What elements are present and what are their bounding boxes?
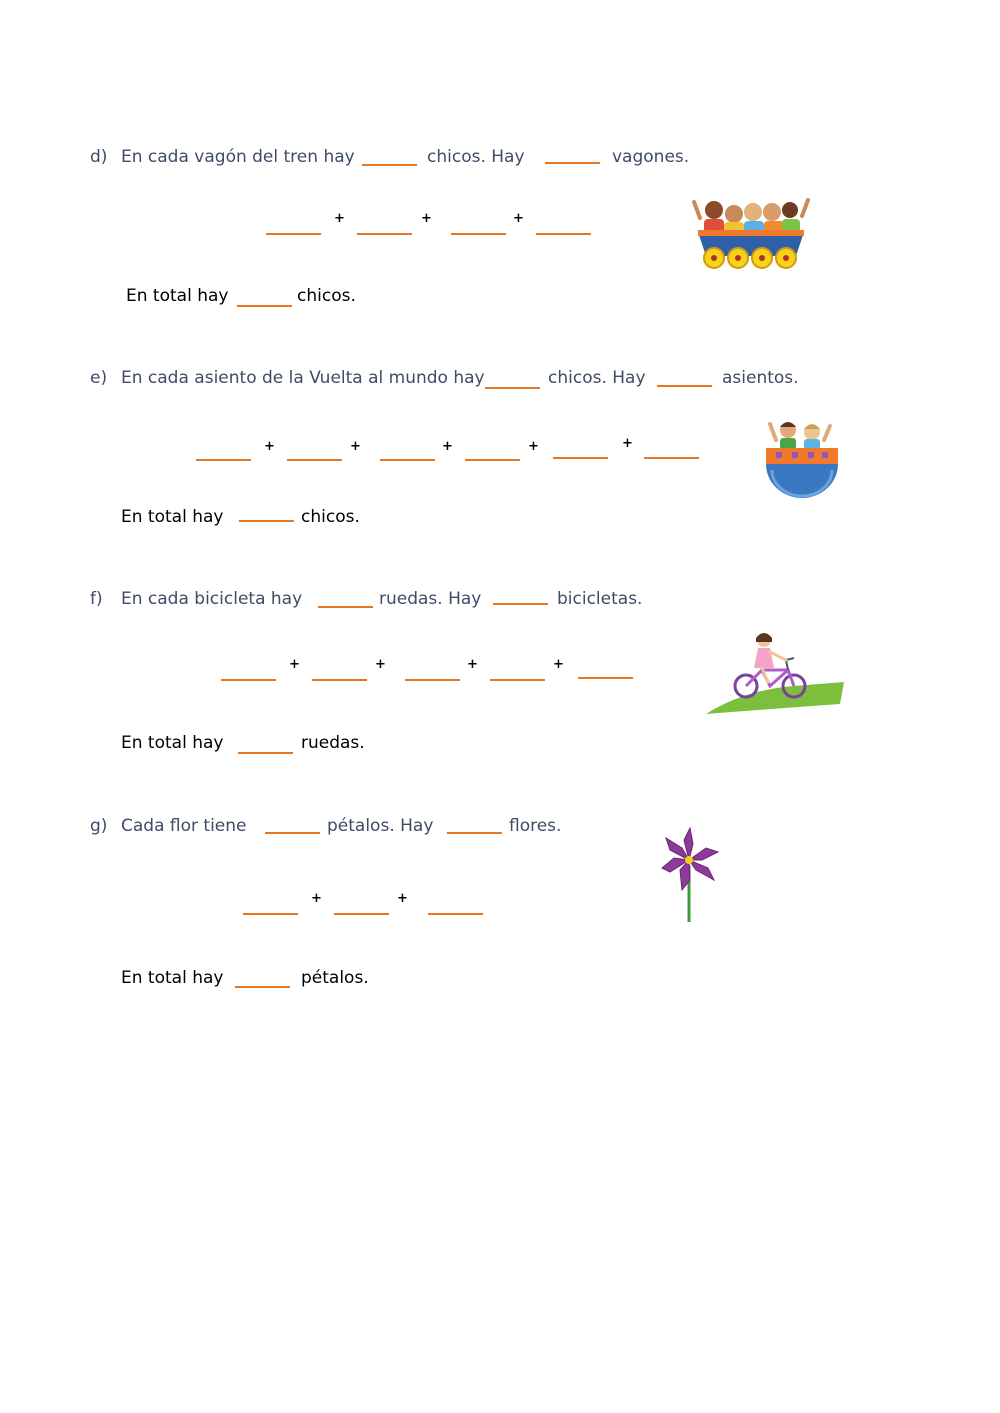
total-blank[interactable] xyxy=(239,520,294,522)
total-prefix: En total hay xyxy=(121,507,224,527)
total-suffix: ruedas. xyxy=(301,733,365,753)
plus-sign: + xyxy=(421,211,432,226)
addend-blank[interactable] xyxy=(312,679,367,681)
plus-sign: + xyxy=(397,891,408,906)
problem-label: g) xyxy=(90,816,108,836)
addend-blank[interactable] xyxy=(243,913,298,915)
addend-blank[interactable] xyxy=(536,233,591,235)
total-suffix: chicos. xyxy=(301,507,360,527)
answer-blank[interactable] xyxy=(657,385,712,387)
plus-sign: + xyxy=(528,439,539,454)
problem-text-part2: chicos. Hay xyxy=(427,147,525,167)
plus-sign: + xyxy=(264,439,275,454)
problem-text-part1: Cada flor tiene xyxy=(121,816,247,836)
plus-sign: + xyxy=(442,439,453,454)
problem-label: e) xyxy=(90,368,108,388)
answer-blank[interactable] xyxy=(447,832,502,834)
plus-sign: + xyxy=(350,439,361,454)
plus-sign: + xyxy=(311,891,322,906)
total-prefix: En total hay xyxy=(126,286,229,306)
addend-blank[interactable] xyxy=(644,457,699,459)
addend-blank[interactable] xyxy=(428,913,483,915)
addend-blank[interactable] xyxy=(465,459,520,461)
problem-text-part2: pétalos. Hay xyxy=(327,816,434,836)
total-suffix: pétalos. xyxy=(301,968,369,988)
plus-sign: + xyxy=(513,211,524,226)
problem-text-part3: bicicletas. xyxy=(557,589,643,609)
problem-label: f) xyxy=(90,589,103,609)
total-prefix: En total hay xyxy=(121,968,224,988)
total-suffix: chicos. xyxy=(297,286,356,306)
total-blank[interactable] xyxy=(238,752,293,754)
problem-text-part1: En cada vagón del tren hay xyxy=(121,147,355,167)
total-blank[interactable] xyxy=(235,986,290,988)
addend-blank[interactable] xyxy=(451,233,506,235)
answer-blank[interactable] xyxy=(362,164,417,166)
answer-blank[interactable] xyxy=(493,603,548,605)
addend-blank[interactable] xyxy=(287,459,342,461)
addend-blank[interactable] xyxy=(405,679,460,681)
problem-text-part2: ruedas. Hay xyxy=(379,589,482,609)
plus-sign: + xyxy=(289,657,300,672)
problem-text-part3: flores. xyxy=(509,816,562,836)
purple-flower-icon xyxy=(660,826,720,924)
ferris-wheel-seat-icon xyxy=(762,414,842,502)
addend-blank[interactable] xyxy=(380,459,435,461)
answer-blank[interactable] xyxy=(318,606,373,608)
answer-blank[interactable] xyxy=(485,387,540,389)
answer-blank[interactable] xyxy=(545,162,600,164)
total-blank[interactable] xyxy=(237,305,292,307)
problem-text-part1: En cada bicicleta hay xyxy=(121,589,303,609)
total-prefix: En total hay xyxy=(121,733,224,753)
problem-text-part1: En cada asiento de la Vuelta al mundo hay xyxy=(121,368,485,388)
problem-text-part3: asientos. xyxy=(722,368,799,388)
plus-sign: + xyxy=(334,211,345,226)
problem-label: d) xyxy=(90,147,108,167)
problem-text-part2: chicos. Hay xyxy=(548,368,646,388)
train-wagon-kids-icon xyxy=(690,192,812,274)
plus-sign: + xyxy=(467,657,478,672)
addend-blank[interactable] xyxy=(578,677,633,679)
addend-blank[interactable] xyxy=(357,233,412,235)
addend-blank[interactable] xyxy=(334,913,389,915)
addend-blank[interactable] xyxy=(553,457,608,459)
addend-blank[interactable] xyxy=(266,233,321,235)
addend-blank[interactable] xyxy=(221,679,276,681)
girl-bicycle-icon xyxy=(704,628,846,716)
addend-blank[interactable] xyxy=(196,459,251,461)
plus-sign: + xyxy=(553,657,564,672)
addend-blank[interactable] xyxy=(490,679,545,681)
plus-sign: + xyxy=(622,436,633,451)
problem-text-part3: vagones. xyxy=(612,147,690,167)
answer-blank[interactable] xyxy=(265,832,320,834)
plus-sign: + xyxy=(375,657,386,672)
